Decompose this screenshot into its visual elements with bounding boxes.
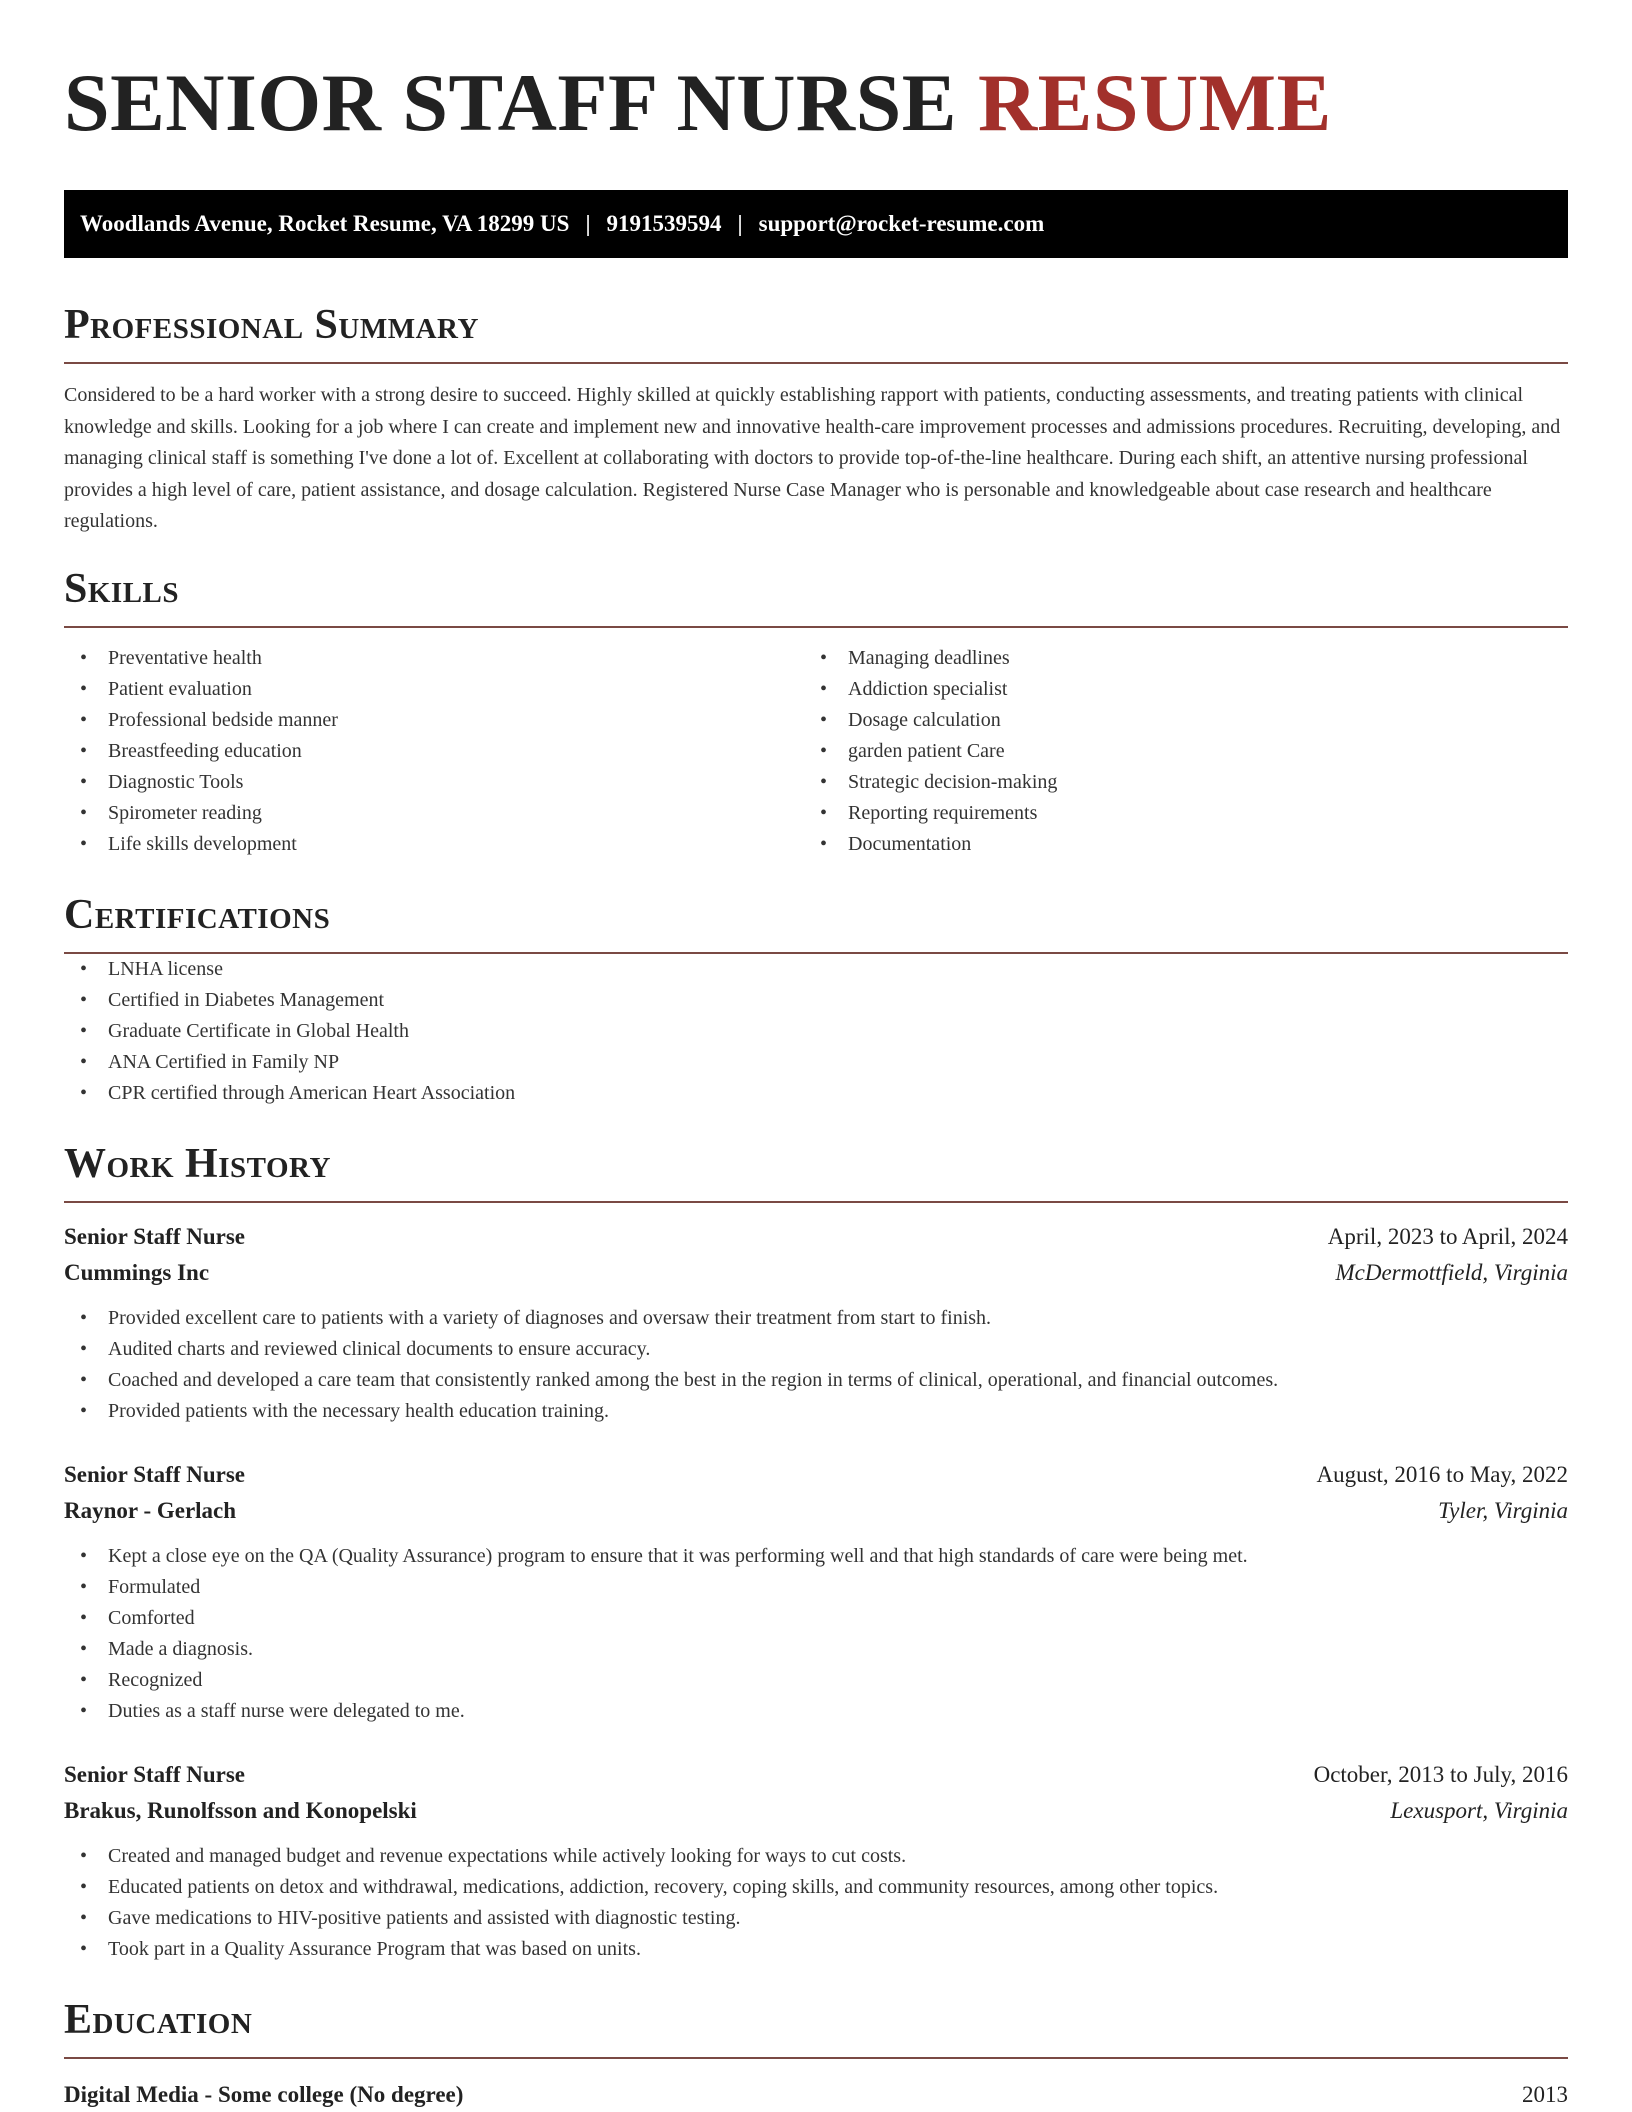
skill-item: • Life skills development [64,829,804,860]
job-bullet: • Educated patients on detox and withdrawal, medications, addiction, recovery, coping skills, and community resources, among other topics. [64,1872,1568,1903]
job-bullet: • Comforted [64,1603,1568,1634]
job-bullet: • Gave medications to HIV-positive patients and assisted with diagnostic testing. [64,1903,1568,1934]
section-divider [64,1201,1568,1203]
job-location: Lexusport, Virginia [1390,1797,1568,1823]
skill-item: • Breastfeeding education [64,736,804,767]
skill-item: • Strategic decision-making [804,767,1544,798]
title-main: SENIOR STAFF NURSE [64,57,957,148]
certification-item: • CPR certified through American Heart Association [64,1078,1568,1109]
skill-item: • Managing deadlines [804,643,1544,674]
certifications-heading: Certifications [64,891,331,938]
job-location: Tyler, Virginia [1438,1497,1568,1523]
job-bullet: • Duties as a staff nurse were delegated to me. [64,1696,1568,1727]
job-bullet: • Provided patients with the necessary health education training. [64,1396,1568,1427]
job-dates: April, 2023 to April, 2024 [1327,1223,1568,1249]
job-dates: August, 2016 to May, 2022 [1316,1461,1568,1487]
skill-item: • Patient evaluation [64,674,804,705]
skill-item: • garden patient Care [804,736,1544,767]
job-company-row [64,1255,1568,1291]
job-title: Senior Staff Nurse [64,1761,246,1787]
skill-item: • Professional bedside manner [64,705,804,736]
contact-separator: | [737,211,743,236]
job-entry [64,1219,1568,1427]
job-bullets [64,1841,1568,1965]
skill-item: • Spirometer reading [64,798,804,829]
job-company: Brakus, Runolfsson and Konopelski [64,1797,417,1823]
job-bullets [64,1541,1568,1727]
job-entry [64,1457,1568,1727]
job-company-row [64,1493,1568,1529]
certification-item: • ANA Certified in Family NP [64,1047,1568,1078]
section-divider [64,362,1568,364]
summary-text: Considered to be a hard worker with a strong desire to succeed. Highly skilled at quickly establishing rapport with patients, conducting assessments, and treating patients with clinical knowledge and skills. Looking for a job where I can create and implement new and innovative health-care improvement processes and admissions procedures. Recruiting, developing, and managing clinical staff is something I've done a lot of. Excellent at collaborating with doctors to provide top-of-the-line healthcare. During each shift, an attentive nursing professional provides a high level of care, patient assistance, and dosage calculation. Registered Nurse Case Manager who is personable and knowledgeable about case research and healthcare regulations. [64,384,1561,532]
skills-heading: Skills [64,565,180,612]
summary-section [64,300,1568,538]
skill-item: • Addiction specialist [804,674,1544,705]
skills-list-left [64,643,804,860]
job-title: Senior Staff Nurse [64,1223,246,1249]
job-company-row [64,1793,1568,1829]
work-history-heading: Work History [64,1140,331,1187]
job-dates: October, 2013 to July, 2016 [1313,1761,1568,1787]
job-company: Raynor - Gerlach [64,1497,237,1523]
job-company: Cummings Inc [64,1259,210,1285]
job-bullet: • Recognized [64,1665,1568,1696]
skills-list-right [804,643,1544,860]
resume-content [64,0,1568,2112]
job-bullet: • Formulated [64,1572,1568,1603]
education-row [64,2077,1568,2112]
education-year: 2013 [1522,2081,1568,2107]
skills-columns [64,643,1568,860]
job-bullet: • Created and managed budget and revenue expectations while actively looking for ways to cut costs. [64,1841,1568,1872]
skill-item: • Diagnostic Tools [64,767,804,798]
skill-item: • Dosage calculation [804,705,1544,736]
page-title [64,0,1568,148]
certification-item: • LNHA license [64,954,1568,985]
education-degree: Digital Media - Some college (No degree) [64,2081,464,2107]
job-entry [64,1757,1568,1965]
contact-phone: 9191539594 [606,211,722,236]
contact-bar [64,190,1568,258]
education-section [64,1995,1568,2112]
certifications-list [64,954,1568,1109]
job-title-row [64,1219,1568,1255]
skill-item: • Preventative health [64,643,804,674]
job-bullet: • Kept a close eye on the QA (Quality Assurance) program to ensure that it was performing well and that high standards of care were being met. [64,1541,1568,1572]
title-accent: RESUME [977,57,1332,148]
job-bullet: • Made a diagnosis. [64,1634,1568,1665]
contact-address: Woodlands Avenue, Rocket Resume, VA 18299 US [80,211,570,236]
section-divider [64,626,1568,628]
skills-section [64,564,1568,860]
contact-separator: | [585,211,591,236]
job-bullet: • Audited charts and reviewed clinical documents to ensure accuracy. [64,1334,1568,1365]
job-bullet: • Provided excellent care to patients with a variety of diagnoses and oversaw their treatment from start to finish. [64,1303,1568,1334]
section-divider [64,2057,1568,2059]
job-bullet: • Coached and developed a care team that consistently ranked among the best in the region in terms of clinical, operational, and financial outcomes. [64,1365,1568,1396]
certifications-section [64,890,1568,1109]
job-location: McDermottfield, Virginia [1335,1259,1568,1285]
certification-item: • Certified in Diabetes Management [64,985,1568,1016]
skill-item: • Reporting requirements [804,798,1544,829]
skill-item: • Documentation [804,829,1544,860]
job-bullet: • Took part in a Quality Assurance Program that was based on units. [64,1934,1568,1965]
education-heading: Education [64,1996,253,2043]
job-title-row [64,1757,1568,1793]
job-title: Senior Staff Nurse [64,1461,246,1487]
summary-heading: Professional Summary [64,302,479,348]
job-bullets [64,1303,1568,1427]
job-title-row [64,1457,1568,1493]
contact-email: support@rocket-resume.com [758,211,1045,236]
work-history-section [64,1139,1568,1965]
certification-item: • Graduate Certificate in Global Health [64,1016,1568,1047]
